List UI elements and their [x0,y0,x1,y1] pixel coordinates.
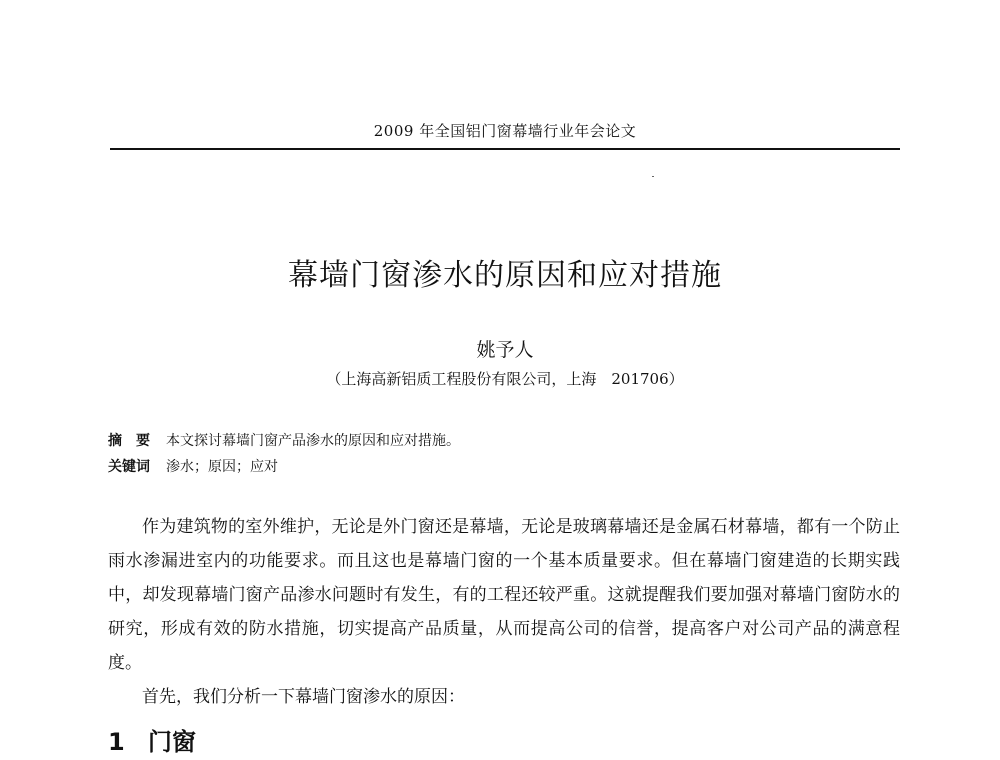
paper-title: 幕墙门窗渗水的原因和应对措施 [288,258,722,293]
body-paragraph-1: 作为建筑物的室外维护，无论是外门窗还是幕墙，无论是玻璃幕墙还是金属石材幕墙，都有一个防止雨水渗漏进室内的功能要求。而且这也是幕墙门窗的一个基本质量要求。但在幕墙门窗建造的长期实践中，却发现幕墙门窗产品渗水问题时有发生，有的工程还较严重。这就提醒我们要加强对幕墙门窗防水的研究，形成有效的防水措施，切实提高产品质量，从而提高公司的信誉，提高客户对公司产品的满意程度。 [108,517,900,673]
running-header: 2009 年全国铝门窗幕墙行业年会论文 [373,122,637,140]
section-heading [108,722,196,757]
scan-speck [652,176,654,177]
keywords-line [108,456,278,476]
body-text [108,510,900,714]
section-title: 门窗 [148,728,196,756]
header-rule [110,148,900,150]
abstract-text: 本文探讨幕墙门窗产品渗水的原因和应对措施。 [166,433,460,449]
keywords-label: 关键词 [108,459,150,475]
abstract-line [108,430,460,450]
abstract-label: 摘要 [108,433,164,449]
author-affiliation: （上海高新铝质工程股份有限公司，上海 201706） [326,370,684,388]
section-number: 1 [108,728,125,756]
keywords-text: 渗水；原因；应对 [166,459,278,475]
author-name: 姚予人 [476,339,534,361]
body-paragraph-2: 首先，我们分析一下幕墙门窗渗水的原因： [142,687,465,707]
